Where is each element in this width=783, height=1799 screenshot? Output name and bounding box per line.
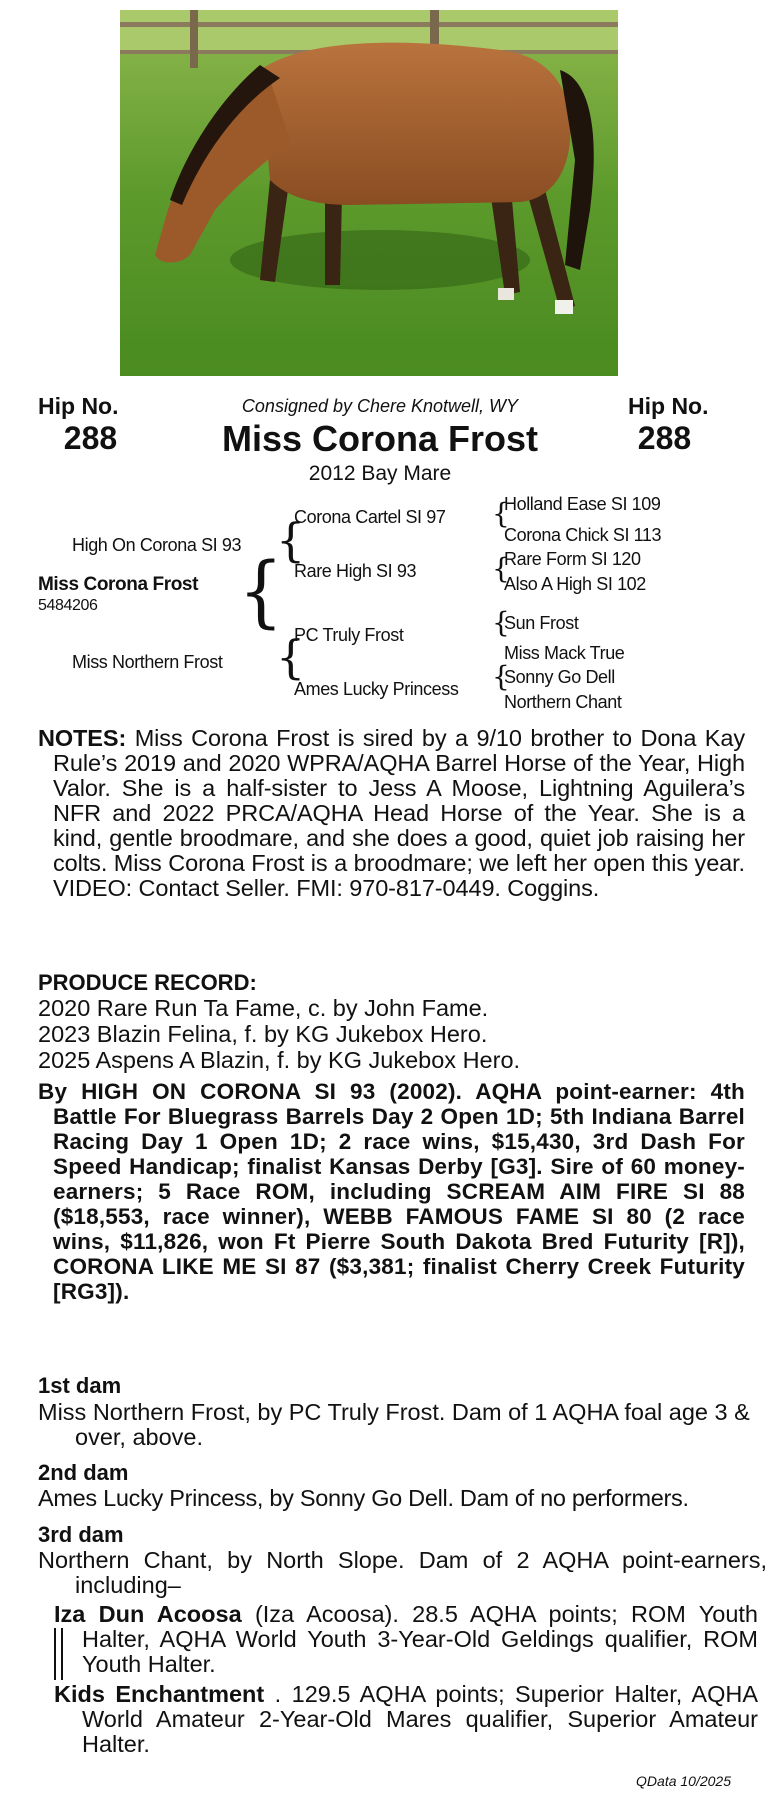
second-dam-heading: 2nd dam bbox=[38, 1460, 129, 1485]
produce-item: 2020 Rare Run Ta Fame, c. by John Fame. bbox=[38, 995, 489, 1021]
pedigree-g3-brace-2: { bbox=[492, 552, 510, 585]
pedigree-dam-dam: Ames Lucky Princess bbox=[294, 679, 459, 699]
pedigree-g3-brace-1: { bbox=[492, 497, 510, 530]
offspring-name: Kids Enchantment bbox=[54, 1681, 265, 1707]
hip-number-right: 288 bbox=[637, 420, 692, 456]
hip-number-left: 288 bbox=[63, 420, 118, 456]
produce-item: 2025 Aspens A Blazin, f. by KG Jukebox Hero. bbox=[38, 1047, 521, 1073]
pedigree-main-brace: { bbox=[238, 547, 284, 637]
notes-label: NOTES: bbox=[38, 725, 127, 751]
third-dam-text: Northern Chant, by North Slope. Dam of 2 AQHA point-earners, including– bbox=[38, 1547, 767, 1598]
pedigree-sire: High On Corona SI 93 bbox=[72, 535, 242, 555]
pedigree-sire-brace: { bbox=[276, 513, 306, 567]
horse-description: 2012 Bay Mare bbox=[308, 462, 452, 485]
pedigree-dam-sire: PC Truly Frost bbox=[294, 625, 404, 645]
footer-credit: QData 10/2025 bbox=[636, 1773, 731, 1789]
pedigree-g3-5: Sun Frost bbox=[504, 613, 579, 633]
second-dam-text: Ames Lucky Princess, by Sonny Go Dell. Dam of no performers. bbox=[38, 1485, 689, 1511]
hip-label-right: Hip No. bbox=[628, 393, 709, 419]
first-dam-heading: 1st dam bbox=[38, 1373, 122, 1398]
third-dam-heading: 3rd dam bbox=[38, 1522, 124, 1547]
pedigree-g3-brace-3: { bbox=[492, 606, 510, 639]
pedigree-g3-brace-4: { bbox=[492, 660, 510, 693]
third-dam-offspring-2 bbox=[54, 1682, 758, 1757]
offspring-text: . 129.5 AQHA points; Superior Halter, AQHA World Amateur 2-Year-Old Mares qualifier, Superior Amateur Halter. bbox=[82, 1681, 759, 1757]
horse-name: Miss Corona Frost bbox=[221, 418, 539, 459]
notes-paragraph bbox=[38, 726, 745, 901]
pedigree-g3-1: Holland Ease SI 109 bbox=[504, 494, 661, 514]
consignor-line: Consigned by Chere Knotwell, WY bbox=[241, 396, 519, 416]
produce-record-heading: PRODUCE RECORD: bbox=[38, 970, 257, 995]
pedigree-sire-sire: Corona Cartel SI 97 bbox=[294, 507, 446, 527]
pedigree-g3-2: Corona Chick SI 113 bbox=[504, 525, 662, 545]
first-dam-text: Miss Northern Frost, by PC Truly Frost. Dam of 1 AQHA foal age 3 & over, above. bbox=[38, 1399, 750, 1450]
pedigree-g3-3: Rare Form SI 120 bbox=[504, 549, 641, 569]
horse-photo bbox=[120, 10, 618, 376]
sire-record-paragraph: By HIGH ON CORONA SI 93 (2002). AQHA point-earner: 4th Battle For Bluegrass Barrels Day 2 Open 1D; 5th Indiana Barrel Racing Day 1 Open 1D; 2 race wins, $15,430, 3rd Dash For Speed Handicap; finalist Kansas Derby [G3]. Sire of 60 money-earners; 5 Race ROM, including SCREAM AIM FIRE SI 88 ($18,553, race winner), WEBB FAMOUS FAME SI 80 (2 race wins, $11,826, won Ft Pierre South Dakota Bred Futurity [R]), CORONA LIKE ME SI 87 ($3,381; finalist Cherry Creek Futurity [RG3]). bbox=[38, 1079, 745, 1304]
pedigree-dam-brace: { bbox=[276, 630, 306, 684]
pedigree-sire-dam: Rare High SI 93 bbox=[294, 561, 417, 581]
pedigree-g3-7: Sonny Go Dell bbox=[504, 667, 615, 687]
notes-text: Miss Corona Frost is sired by a 9/10 brother to Dona Kay Rule’s 2019 and 2020 WPRA/AQHA Barrel Horse of the Year, High Valor. She is a half-sister to Jess A Moose, Lightning Aguilera’s NFR and 2022 PRCA/AQHA Head Horse of the Year. She is a kind, gentle broodmare, and she does a good, quiet job raising her colts. Miss Corona Frost is a broodmare; we left her open this year. VIDEO: Contact Seller. FMI: 970-817-0449. Coggins. bbox=[53, 725, 745, 901]
pedigree-g3-4: Also A High SI 102 bbox=[504, 574, 646, 594]
offspring-name: Iza Dun Acoosa bbox=[54, 1601, 242, 1627]
pedigree-g3-6: Miss Mack True bbox=[504, 643, 625, 663]
pedigree-g3-8: Northern Chant bbox=[504, 692, 622, 712]
pedigree-subject-reg: 5484206 bbox=[38, 597, 98, 614]
hip-label-left: Hip No. bbox=[38, 393, 119, 419]
produce-item: 2023 Blazin Felina, f. by KG Jukebox Hero. bbox=[38, 1021, 488, 1047]
pedigree-subject-name: Miss Corona Frost bbox=[38, 574, 198, 595]
offspring-text: (Iza Acoosa). 28.5 AQHA points; ROM Youth Halter, AQHA World Youth 3-Year-Old Geldings qualifier, ROM Youth Halter. bbox=[82, 1601, 758, 1677]
third-dam-offspring-1 bbox=[54, 1602, 758, 1677]
pedigree-dam: Miss Northern Frost bbox=[72, 652, 223, 672]
